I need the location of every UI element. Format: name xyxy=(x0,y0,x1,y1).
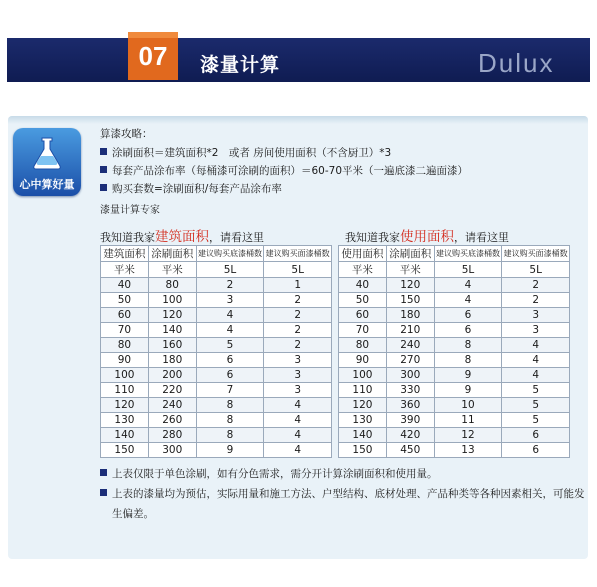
table-cell: 90 xyxy=(339,353,387,368)
table-cell: 3 xyxy=(196,293,264,308)
table-cell: 1 xyxy=(264,278,332,293)
table-cell: 4 xyxy=(264,428,332,443)
table-cell: 4 xyxy=(264,398,332,413)
table-cell: 300 xyxy=(386,368,434,383)
table-row xyxy=(339,443,570,458)
table-cell: 4 xyxy=(196,308,264,323)
table-row xyxy=(101,338,332,353)
table-cell: 3 xyxy=(502,308,570,323)
unit-cell: 5L xyxy=(502,262,570,278)
table-cell: 6 xyxy=(196,353,264,368)
table-cell: 260 xyxy=(148,413,196,428)
table-cell: 3 xyxy=(264,368,332,383)
column-header: 建议购买面漆桶数 xyxy=(502,246,570,262)
table-cell: 5 xyxy=(502,413,570,428)
flask-icon xyxy=(27,134,67,174)
table-row xyxy=(339,428,570,443)
table-cell: 220 xyxy=(148,383,196,398)
table-cell: 60 xyxy=(101,308,149,323)
table-cell: 6 xyxy=(502,428,570,443)
table-cell: 13 xyxy=(434,443,502,458)
table-header-row xyxy=(339,246,570,262)
table-cell: 80 xyxy=(339,338,387,353)
table-cell: 3 xyxy=(264,383,332,398)
table-row xyxy=(101,293,332,308)
table-cell: 180 xyxy=(148,353,196,368)
table-cell: 140 xyxy=(148,323,196,338)
brand-logo-text: Dulux xyxy=(478,48,555,78)
table-cell: 11 xyxy=(434,413,502,428)
table-cell: 4 xyxy=(502,353,570,368)
table-row xyxy=(101,428,332,443)
table-cell: 8 xyxy=(434,338,502,353)
table-cell: 110 xyxy=(101,383,149,398)
table-cell: 4 xyxy=(434,293,502,308)
table-row xyxy=(339,413,570,428)
section-number-badge: 07 xyxy=(128,32,178,80)
table-row xyxy=(339,278,570,293)
table-row xyxy=(339,293,570,308)
unit-cell: 5L xyxy=(264,262,332,278)
table-cell: 70 xyxy=(339,323,387,338)
table-cell: 10 xyxy=(434,398,502,413)
table-row xyxy=(339,368,570,383)
page-title: 漆量计算 xyxy=(200,54,281,76)
table-cell: 270 xyxy=(386,353,434,368)
table-cell: 2 xyxy=(502,278,570,293)
table-cell: 2 xyxy=(196,278,264,293)
bullet-square-icon xyxy=(100,148,107,155)
unit-cell: 5L xyxy=(434,262,502,278)
table-cell: 160 xyxy=(148,338,196,353)
table-cell: 2 xyxy=(264,323,332,338)
table-cell: 40 xyxy=(339,278,387,293)
table-cell: 8 xyxy=(196,413,264,428)
note-1: 上表仅限于单色涂刷，如有分色需求，需分开计算涂刷面积和使用量。 xyxy=(100,466,438,481)
table-cell: 120 xyxy=(101,398,149,413)
table-cell: 80 xyxy=(101,338,149,353)
table-row xyxy=(339,323,570,338)
app-icon xyxy=(13,128,81,196)
table-cell: 5 xyxy=(502,398,570,413)
table-cell: 90 xyxy=(101,353,149,368)
table-cell: 7 xyxy=(196,383,264,398)
table-cell: 120 xyxy=(339,398,387,413)
table-cell: 240 xyxy=(148,398,196,413)
table-cell: 360 xyxy=(386,398,434,413)
table-unit-row xyxy=(101,262,332,278)
table-cell: 50 xyxy=(101,293,149,308)
table-cell: 390 xyxy=(386,413,434,428)
table-cell: 110 xyxy=(339,383,387,398)
unit-cell: 平米 xyxy=(386,262,434,278)
note-2-continued: 生偏差。 xyxy=(112,508,154,520)
table-cell: 4 xyxy=(264,413,332,428)
expert-label: 漆量计算专家 xyxy=(100,205,160,216)
building-area-table xyxy=(100,245,332,458)
table-cell: 2 xyxy=(264,308,332,323)
unit-cell: 平米 xyxy=(101,262,149,278)
table-row xyxy=(101,368,332,383)
table-row xyxy=(101,278,332,293)
table-cell: 5 xyxy=(502,383,570,398)
table-cell: 100 xyxy=(148,293,196,308)
table-row xyxy=(339,383,570,398)
column-header: 建议购买底漆桶数 xyxy=(434,246,502,262)
table-row xyxy=(339,338,570,353)
table-cell: 12 xyxy=(434,428,502,443)
usable-area-table xyxy=(338,245,570,458)
table-cell: 140 xyxy=(339,428,387,443)
table-row xyxy=(101,413,332,428)
table-cell: 210 xyxy=(386,323,434,338)
column-header: 使用面积 xyxy=(339,246,387,262)
table-cell: 4 xyxy=(502,368,570,383)
right-table-caption: 我知道我家使用面积，请看这里 xyxy=(345,229,509,245)
bullet-square-icon xyxy=(100,184,107,191)
table-cell: 200 xyxy=(148,368,196,383)
table-row xyxy=(101,353,332,368)
table-cell: 4 xyxy=(434,278,502,293)
table-cell: 8 xyxy=(196,428,264,443)
table-cell: 120 xyxy=(386,278,434,293)
table-row xyxy=(339,308,570,323)
table-cell: 6 xyxy=(434,323,502,338)
table-cell: 6 xyxy=(196,368,264,383)
panel-top-gradient xyxy=(8,116,588,124)
table-cell: 2 xyxy=(264,293,332,308)
table-cell: 2 xyxy=(264,338,332,353)
table-cell: 70 xyxy=(101,323,149,338)
table-cell: 450 xyxy=(386,443,434,458)
column-header: 建议购买面漆桶数 xyxy=(264,246,332,262)
strategy-item: 每套产品涂布率（每桶漆可涂刷的面积）＝60-70平米（一遍底漆二遍面漆） xyxy=(100,163,468,178)
table-cell: 300 xyxy=(148,443,196,458)
table-row xyxy=(101,443,332,458)
table-cell: 80 xyxy=(148,278,196,293)
column-header: 涂刷面积 xyxy=(148,246,196,262)
unit-cell: 平米 xyxy=(148,262,196,278)
table-cell: 4 xyxy=(264,443,332,458)
table-cell: 9 xyxy=(196,443,264,458)
column-header: 建筑面积 xyxy=(101,246,149,262)
bullet-square-icon xyxy=(100,166,107,173)
table-cell: 60 xyxy=(339,308,387,323)
table-cell: 150 xyxy=(101,443,149,458)
note-2: 上表的漆量均为预估，实际用量和施工方法、户型结构、底材处理、产品种类等各种因素相关，可能发 xyxy=(100,486,585,501)
table-cell: 9 xyxy=(434,383,502,398)
left-table-caption: 我知道我家建筑面积，请看这里 xyxy=(100,229,264,245)
strategy-item: 购买套数=涂刷面积/每套产品涂布率 xyxy=(100,181,282,196)
table-row xyxy=(101,383,332,398)
table-row xyxy=(101,398,332,413)
table-cell: 150 xyxy=(339,443,387,458)
table-cell: 140 xyxy=(101,428,149,443)
table-cell: 130 xyxy=(101,413,149,428)
table-cell: 180 xyxy=(386,308,434,323)
column-header: 建议购买底漆桶数 xyxy=(196,246,264,262)
table-cell: 4 xyxy=(196,323,264,338)
table-cell: 9 xyxy=(434,368,502,383)
app-icon-label: 心中算好量 xyxy=(19,178,75,191)
table-cell: 8 xyxy=(196,398,264,413)
unit-cell: 5L xyxy=(196,262,264,278)
table-row xyxy=(101,323,332,338)
table-cell: 6 xyxy=(434,308,502,323)
table-cell: 280 xyxy=(148,428,196,443)
table-cell: 120 xyxy=(148,308,196,323)
table-cell: 240 xyxy=(386,338,434,353)
bullet-square-icon xyxy=(100,489,107,496)
strategy-item: 涂刷面积＝建筑面积*2 或者 房间使用面积（不含厨卫）*3 xyxy=(100,145,391,160)
table-cell: 40 xyxy=(101,278,149,293)
table-row xyxy=(339,353,570,368)
table-cell: 130 xyxy=(339,413,387,428)
table-cell: 2 xyxy=(502,293,570,308)
table-unit-row xyxy=(339,262,570,278)
table-cell: 5 xyxy=(196,338,264,353)
column-header: 涂刷面积 xyxy=(386,246,434,262)
strategy-title: 算漆攻略： xyxy=(100,128,153,140)
table-cell: 3 xyxy=(502,323,570,338)
table-cell: 3 xyxy=(264,353,332,368)
table-row xyxy=(101,308,332,323)
table-header-row xyxy=(101,246,332,262)
table-cell: 150 xyxy=(386,293,434,308)
table-cell: 6 xyxy=(502,443,570,458)
bullet-square-icon xyxy=(100,469,107,476)
table-cell: 420 xyxy=(386,428,434,443)
table-cell: 50 xyxy=(339,293,387,308)
table-cell: 8 xyxy=(434,353,502,368)
table-cell: 330 xyxy=(386,383,434,398)
unit-cell: 平米 xyxy=(339,262,387,278)
table-cell: 100 xyxy=(339,368,387,383)
table-cell: 4 xyxy=(502,338,570,353)
table-cell: 100 xyxy=(101,368,149,383)
table-row xyxy=(339,398,570,413)
